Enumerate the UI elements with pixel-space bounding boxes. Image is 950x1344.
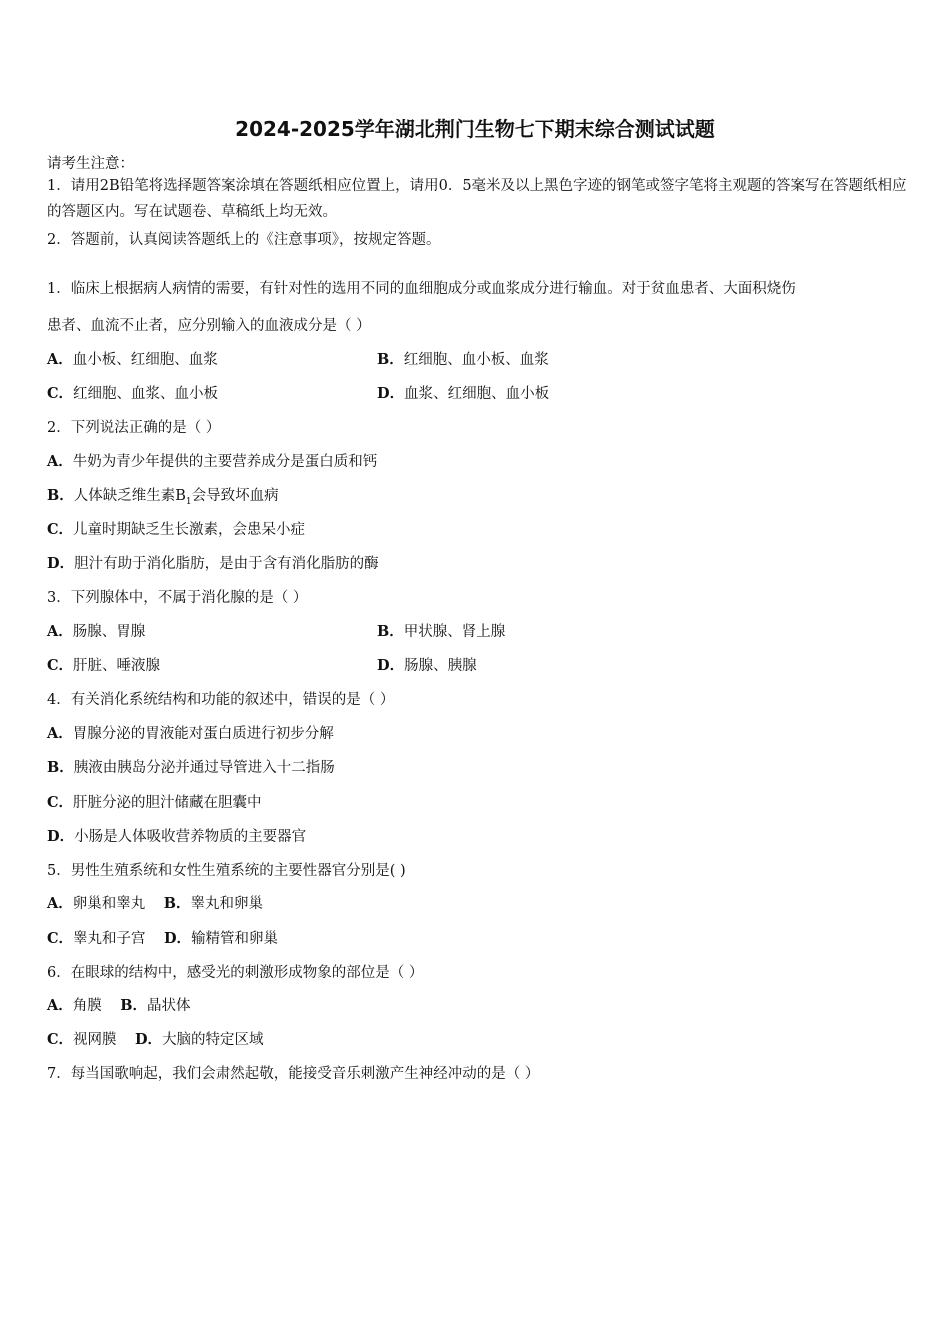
question-3-option-a [47, 620, 145, 641]
option-label: D． [47, 828, 75, 845]
question-2-option-d [47, 552, 379, 573]
question-5-stem: 5．男性生殖系统和女性生殖系统的主要性器官分别是( ) [47, 863, 406, 879]
option-label: A． [47, 997, 73, 1014]
option-label: C． [47, 930, 74, 947]
option-text: 肠腺、胰腺 [404, 658, 477, 674]
option-text: 胃腺分泌的胃液能对蛋白质进行初步分解 [72, 726, 334, 742]
option-text: 视网膜 [73, 1032, 117, 1048]
subscript: 1 [185, 496, 192, 507]
option-text: 牛奶为青少年提供的主要营养成分是蛋白质和钙 [72, 454, 378, 470]
option-label: A． [47, 351, 73, 368]
option-text: 输精管和卵巢 [191, 931, 279, 947]
question-3-stem: 3．下列腺体中，不属于消化腺的是（ ） [47, 590, 308, 606]
question-1-stem-line-1: 1．临床上根据病人病情的需要，有针对性的选用不同的血细胞成分或血浆成分进行输血。对于贫血患者、大面积烧伤 [47, 281, 796, 297]
option-label: A． [47, 725, 73, 742]
question-2-option-a [47, 450, 377, 471]
option-text: 胆汁有助于消化脂肪，是由于含有消化脂肪的酶 [74, 556, 379, 572]
question-4-option-c [47, 791, 262, 812]
question-2-option-b [47, 484, 279, 507]
option-text: 人体缺乏维生素B [73, 488, 186, 504]
option-text: 红细胞、血浆、血小板 [73, 386, 219, 402]
question-1-option-a [47, 348, 218, 369]
notice-item-1: 1．请用2B铅笔将选择题答案涂填在答题纸相应位置上，请用0．5毫米及以上黑色字迹的钢笔或签字笔将主观题的答案写在答题纸相应的答题区内。写在试题卷、草稿纸上均无效。 [47, 178, 907, 220]
question-5-options-row-1 [47, 892, 263, 913]
question-4-stem: 4．有关消化系统结构和功能的叙述中，错误的是（ ） [47, 692, 395, 708]
option-label: B． [47, 487, 74, 504]
option-label: A． [47, 453, 73, 470]
question-1-option-d [377, 382, 549, 403]
question-3-option-c [47, 654, 160, 675]
question-7-stem: 7．每当国歌响起，我们会肃然起敬，能接受音乐刺激产生神经冲动的是（ ） [47, 1066, 540, 1082]
option-text: 睾丸和子宫 [73, 931, 146, 947]
question-2-stem: 2．下列说法正确的是（ ） [47, 420, 221, 436]
option-label: C． [47, 794, 74, 811]
question-4-option-d [47, 825, 306, 846]
question-4-option-a [47, 722, 334, 743]
question-1-option-c [47, 382, 218, 403]
question-3-option-b [377, 620, 505, 641]
notice-heading: 请考生注意： [47, 156, 134, 172]
question-5-options-row-2 [47, 927, 278, 948]
option-text: 角膜 [72, 998, 102, 1014]
page-title: 2024-2025学年湖北荆门生物七下期末综合测试试题 [235, 117, 715, 141]
option-label: C． [47, 521, 74, 538]
option-label: D． [377, 385, 405, 402]
option-label: D． [134, 1031, 163, 1048]
option-label: B． [377, 351, 404, 368]
option-label: B． [377, 623, 404, 640]
option-text: 睾丸和卵巢 [190, 896, 263, 912]
question-3-option-d [377, 654, 477, 675]
option-label: C． [47, 385, 74, 402]
option-label: D． [377, 657, 405, 674]
option-text: 红细胞、血小板、血浆 [403, 352, 549, 368]
option-text: 儿童时期缺乏生长激素，会患呆小症 [73, 522, 306, 538]
option-label: C． [47, 1031, 74, 1048]
option-text: 肝脏、唾液腺 [73, 658, 161, 674]
option-text: 肠腺、胃腺 [72, 624, 146, 640]
option-text: 胰液由胰岛分泌并通过导管进入十二指肠 [73, 760, 335, 776]
question-1-stem-line-2: 患者、血流不止者，应分别输入的血液成分是（ ） [47, 318, 371, 334]
option-text: 血浆、红细胞、血小板 [404, 386, 550, 402]
option-label: A． [47, 623, 73, 640]
option-label: B． [120, 997, 147, 1014]
option-label: A． [47, 895, 73, 912]
option-text: 晶状体 [146, 998, 191, 1014]
option-text-after: 会导致坏血病 [191, 488, 279, 504]
question-4-option-b [47, 756, 335, 777]
option-label: C． [47, 657, 74, 674]
option-label: D． [47, 555, 75, 572]
option-text: 小肠是人体吸收营养物质的主要器官 [74, 829, 307, 845]
option-label: D． [163, 930, 192, 947]
option-text: 血小板、红细胞、血浆 [72, 352, 218, 368]
question-6-options-row-1 [47, 994, 190, 1015]
question-1-option-b [377, 348, 549, 369]
question-6-stem: 6．在眼球的结构中，感受光的刺激形成物象的部位是（ ） [47, 965, 424, 981]
option-text: 甲状腺、肾上腺 [403, 624, 506, 640]
option-label: B． [163, 895, 191, 912]
option-text: 卵巢和睾丸 [72, 896, 146, 912]
option-text: 大脑的特定区域 [162, 1032, 264, 1048]
question-6-options-row-2 [47, 1028, 264, 1049]
option-text: 肝脏分泌的胆汁储藏在胆囊中 [73, 795, 262, 811]
option-label: B． [47, 759, 74, 776]
question-2-option-c [47, 518, 305, 539]
notice-item-2: 2．答题前，认真阅读答题纸上的《注意事项》，按规定答题。 [47, 232, 441, 248]
